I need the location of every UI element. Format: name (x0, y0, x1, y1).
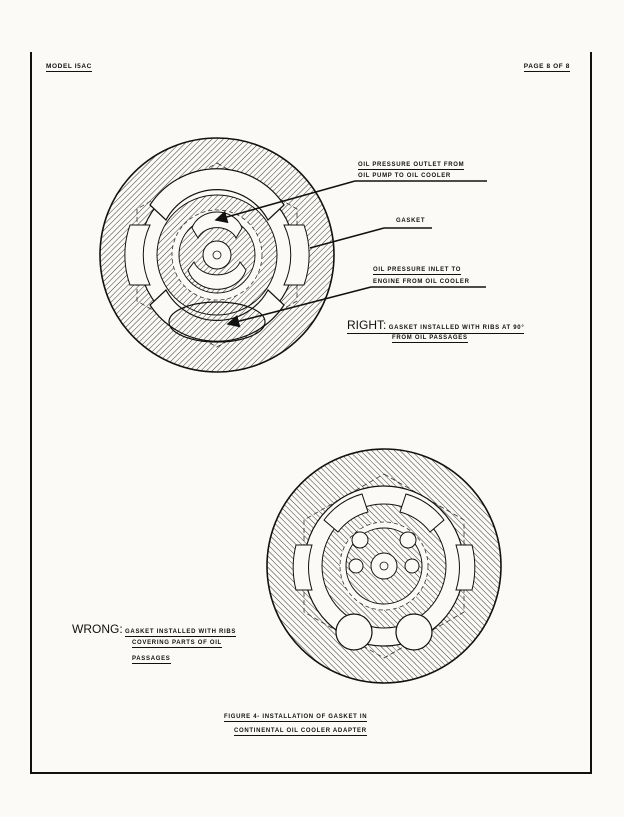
wrong-caption-line3: PASSAGES (132, 656, 171, 662)
figure-caption-line2: CONTINENTAL OIL COOLER ADAPTER (234, 728, 367, 734)
page-number: PAGE 8 OF 8 (523, 63, 570, 70)
figure-caption-line1: FIGURE 4- INSTALLATION OF GASKET IN (224, 714, 368, 720)
inlet-label-line2: ENGINE FROM OIL COOLER (373, 279, 470, 285)
wrong-caption-line2: COVERING PARTS OF OIL (132, 640, 222, 646)
gasket-label: GASKET (396, 218, 426, 224)
right-gasket-drawing (100, 138, 334, 372)
right-caption-text: GASKET INSTALLED WITH RIBS AT 90° (388, 325, 525, 331)
outlet-label-line1: OIL PRESSURE OUTLET FROM (358, 162, 465, 168)
wrong-caption-text: GASKET INSTALLED WITH RIBS (125, 629, 237, 635)
inlet-label-line1: OIL PRESSURE INLET TO (373, 267, 462, 273)
wrong-word: WRONG: (72, 622, 123, 636)
wrong-caption-line1 (72, 622, 236, 636)
wrong-gasket-drawing (267, 449, 501, 683)
right-caption-line2: FROM OIL PASSAGES (392, 335, 468, 341)
right-caption-line1 (347, 318, 524, 334)
model-header: MODEL I5AC (46, 63, 92, 70)
outlet-label-line2: OIL PUMP TO OIL COOLER (358, 173, 451, 179)
right-word: RIGHT: (347, 318, 387, 332)
